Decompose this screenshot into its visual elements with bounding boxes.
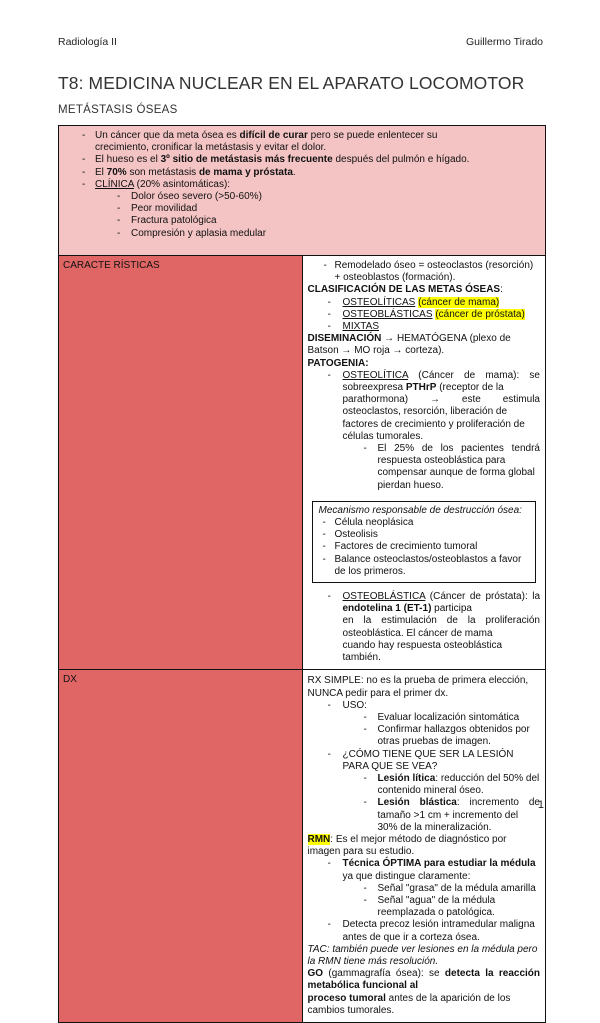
text-line: DISEMINACIÓN → HEMATÓGENA (plexo de Batson → MO roja → corteza). xyxy=(307,333,511,357)
intro-line: - El 70% son metástasis de mama y próstata. xyxy=(82,166,296,178)
highlight: (cáncer de próstata) xyxy=(435,308,525,320)
text-line: - Lesión blástica: incremento de tamaño >1 cm + incremento del xyxy=(363,797,540,821)
text-line: 30% de la mineralización. xyxy=(377,821,492,833)
page-title: T8: MEDICINA NUCLEAR EN EL APARATO LOCOMOTOR xyxy=(58,73,525,93)
text-line: GO (gammagrafía ósea): se detecta la reacción metabólica funcional al xyxy=(307,968,541,992)
intro-cell xyxy=(59,126,546,256)
text-line: PATOGENIA: xyxy=(307,357,369,369)
mechanism-item: - Célula neoplásica xyxy=(322,517,414,529)
text-line: - Evaluar localización sintomática xyxy=(363,711,520,723)
section-subtitle: METÁSTASIS ÓSEAS xyxy=(58,104,178,116)
text-line: proceso tumoral antes de la aparición de los cambios tumorales. xyxy=(307,992,511,1016)
dx-row xyxy=(59,670,546,1023)
text-line: - El 25% de los pacientes tendrá respuesta osteoblástica para xyxy=(363,443,540,467)
text-line: RX SIMPLE: no es la prueba de primera elección, NUNCA pedir para el primer dx. xyxy=(307,675,529,699)
clinica-item: - Compresión y aplasia medular xyxy=(117,227,267,239)
class-item: - MIXTAS xyxy=(327,321,379,333)
header-author: Guillermo Tirado xyxy=(465,36,543,48)
mechanism-item: - Balance osteoclastos/osteoblastos a favor de los primeros. xyxy=(322,553,522,577)
text-line: cuando hay respuesta osteoblástica también. xyxy=(342,639,503,664)
clinica-item: - Fractura patológica xyxy=(117,215,217,227)
clinica-item: - Peor movilidad xyxy=(117,203,198,215)
text-line: - Técnica ÓPTIMA para estudiar la médula ya que distingue claramente: xyxy=(327,858,536,882)
mechanism-title: Mecanismo responsable de destrucción ósea: xyxy=(318,504,522,516)
text-line: RMN: Es el mejor método de diagnóstico por imagen para su estudio. xyxy=(307,833,507,858)
text-line: - Señal "agua" de la médula reemplazada o patológica. xyxy=(363,894,496,919)
mechanism-box xyxy=(312,501,537,583)
header-subject: Radiología II xyxy=(58,36,117,48)
caracteristicas-row xyxy=(59,256,546,670)
row-label-dx: DX xyxy=(59,670,303,1023)
text-line: - Lesión lítica: reducción del 50% del contenido mineral óseo. xyxy=(363,772,540,797)
intro-line: crecimiento, cronificar la metástasis y evitar el dolor. xyxy=(95,142,327,154)
text-line: compensar aunque de forma global pierdan hueso. xyxy=(377,467,535,491)
clinica-item: - Dolor óseo severo (>50-60%) xyxy=(117,191,262,203)
intro-line: - Un cáncer que da meta ósea es difícil de curar pero se puede enlentecer su xyxy=(82,130,438,141)
text-line: - USO: xyxy=(327,699,367,711)
dx-content xyxy=(302,670,546,1023)
text-line: factores de crecimiento y proliferación de células tumorales. xyxy=(342,418,525,442)
text-line: - Señal "grasa" de la médula amarilla xyxy=(363,882,536,894)
mechanism-item: - Osteolisis xyxy=(322,529,378,541)
mechanism-item: - Factores de crecimiento tumoral xyxy=(322,541,478,553)
class-item: - OSTEOLÍTICAS (cáncer de mama) xyxy=(327,296,500,308)
class-item: - OSTEOBLÁSTICAS (cáncer de próstata) xyxy=(327,308,525,320)
row-label-caracteristicas: CARACTE RÍSTICAS xyxy=(59,256,303,670)
text-line: - Detecta precoz lesión intramedular maligna antes de que ir a corteza ósea. xyxy=(327,919,535,943)
highlight: (cáncer de mama) xyxy=(418,296,500,308)
text-line: - Remodelado óseo = osteoclastos (resorción) + osteoblastos (formación). xyxy=(323,260,534,284)
caracteristicas-content xyxy=(302,256,546,670)
page-number: 1 xyxy=(537,799,544,811)
intro-line: - CLÍNICA (20% asintomáticas): xyxy=(82,178,231,190)
text-line: parathormona) → este estimula osteoclastos, resorción, liberación de xyxy=(342,394,540,418)
intro-row xyxy=(59,126,546,256)
text-line: - OSTEOBLÁSTICA (Cáncer de próstata): la endotelina 1 (ET-1) participa xyxy=(327,591,540,615)
text-line: TAC: también puede ver lesiones en la médula pero la RMN tiene más resolución. xyxy=(307,943,538,967)
text-line: - Confirmar hallazgos obtenidos por otras pruebas de imagen. xyxy=(363,724,530,748)
text-line: - ¿CÓMO TIENE QUE SER LA LESIÓN PARA QUE SE VEA? xyxy=(327,748,514,772)
content-table xyxy=(58,125,546,1023)
text-line: en la estimulación de la proliferación osteoblástica. El cáncer de mama xyxy=(342,615,540,639)
intro-line: - El hueso es el 3º sitio de metástasis más frecuente después del pulmón e hígado. xyxy=(82,154,470,166)
text-line: - OSTEOLÍTICA (Cáncer de mama): se sobreexpresa PTHrP (receptor de la xyxy=(327,369,540,394)
text-line: CLASIFICACIÓN DE LAS METAS ÓSEAS: xyxy=(307,284,503,296)
